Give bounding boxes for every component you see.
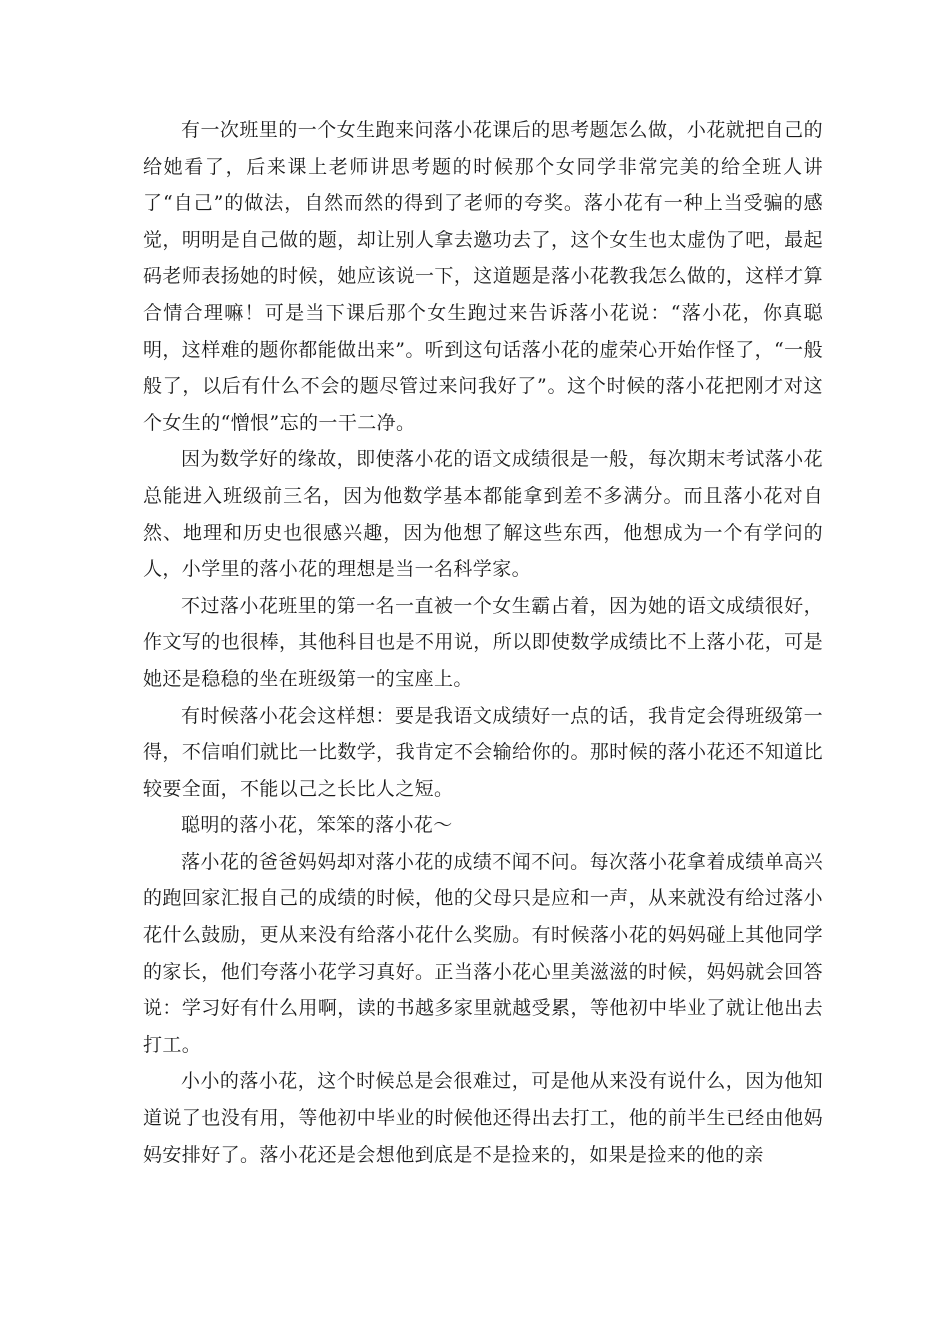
paragraph-6: 落小花的爸爸妈妈却对落小花的成绩不闻不问。每次落小花拿着成绩单高兴的跑回家汇报自己的成绩的时候，他的父母只是应和一声，从来就没有给过落小花什么鼓励，更从来没有给落小花什么奖励。有时候落小花的妈妈碰上其他同学的家长，他们夸落小花学习真好。正当落小花心里美滋滋的时候，妈妈就会回答说：学习好有什么用啊，读的书越多家里就越受累，等他初中毕业了就让他出去打工。	[143, 850, 823, 1056]
paragraph-4: 有时候落小花会这样想：要是我语文成绩好一点的话，我肯定会得班级第一得，不信咱们就比一比数学，我肯定不会输给你的。那时候的落小花还不知道比较要全面，不能以己之长比人之短。	[143, 704, 823, 800]
paragraph-7: 小小的落小花，这个时候总是会很难过，可是他从来没有说什么，因为他知道说了也没有用，等他初中毕业的时候他还得出去打工，他的前半生已经由他妈妈安排好了。落小花还是会想他到底是不是捡来的，如果是捡来的他的亲	[143, 1070, 823, 1166]
body-text	[143, 112, 823, 1173]
paragraph-1: 有一次班里的一个女生跑来问落小花课后的思考题怎么做，小花就把自己的给她看了，后来课上老师讲思考题的时候那个女同学非常完美的给全班人讲了“自己”的做法，自然而然的得到了老师的夸奖。落小花有一种上当受骗的感觉，明明是自己做的题，却让别人拿去邀功去了，这个女生也太虚伪了吧，最起码老师表扬她的时候，她应该说一下，这道题是落小花教我怎么做的，这样才算合情合理嘛！可是当下课后那个女生跑过来告诉落小花说：“落小花，你真聪明，这样难的题你都能做出来”。听到这句话落小花的虚荣心开始作怪了，“一般般了，以后有什么不会的题尽管过来问我好了”。这个时候的落小花把刚才对这个女生的“憎恨”忘的一干二净。	[143, 119, 823, 434]
paragraph-5: 聪明的落小花，笨笨的落小花～	[181, 814, 453, 837]
paragraph-2: 因为数学好的缘故，即使落小花的语文成绩很是一般，每次期末考试落小花总能进入班级前三名，因为他数学基本都能拿到差不多满分。而且落小花对自然、地理和历史也很感兴趣，因为他想了解这些东西，他想成为一个有学问的人，小学里的落小花的理想是当一名科学家。	[143, 448, 823, 581]
paragraph-3: 不过落小花班里的第一名一直被一个女生霸占着，因为她的语文成绩很好，作文写的也很棒，其他科目也是不用说，所以即使数学成绩比不上落小花，可是她还是稳稳的坐在班级第一的宝座上。	[143, 594, 823, 690]
